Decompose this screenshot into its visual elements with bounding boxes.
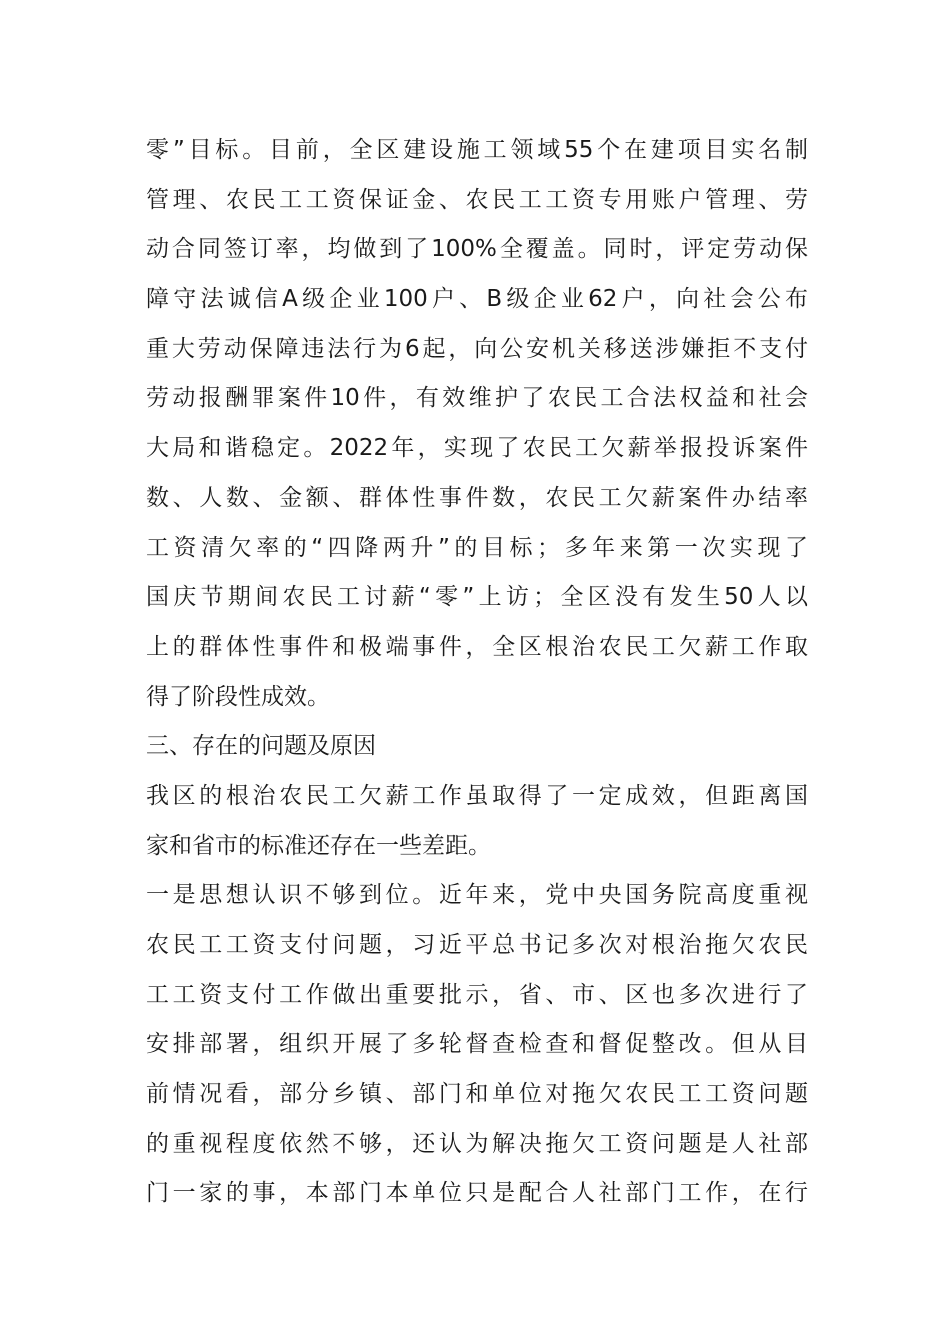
text-line: 重大劳动保障违法行为6起，向公安机关移送涉嫌拒不支付 [146, 335, 808, 362]
text-line: 得了阶段性成效。 [146, 683, 330, 710]
text-line: 大局和谐稳定。2022年，实现了农民工欠薪举报投诉案件 [146, 435, 808, 462]
document-body [146, 126, 808, 1219]
text-line: 门一家的事，本部门本单位只是配合人社部门工作，在行 [146, 1180, 808, 1207]
text-line: 的重视程度依然不够，还认为解决拖欠工资问题是人社部 [146, 1130, 808, 1157]
text-line: 动合同签订率，均做到了100%全覆盖。同时，评定劳动保 [146, 236, 808, 263]
text-line: 一是思想认识不够到位。近年来，党中央国务院高度重视 [146, 882, 808, 909]
text-line: 家和省市的标准还存在一些差距。 [146, 832, 491, 859]
text-line: 劳动报酬罪案件10件，有效维护了农民工合法权益和社会 [146, 385, 808, 412]
text-line: 上的群体性事件和极端事件，全区根治农民工欠薪工作取 [146, 633, 808, 660]
text-line: 数、人数、金额、群体性事件数，农民工欠薪案件办结率 [146, 484, 808, 511]
text-line: 前情况看，部分乡镇、部门和单位对拖欠农民工工资问题 [146, 1081, 808, 1108]
text-line: 工工资支付工作做出重要批示，省、市、区也多次进行了 [146, 981, 808, 1008]
text-line: 工资清欠率的“四降两升”的目标；多年来第一次实现了 [146, 534, 808, 561]
text-line: 我区的根治农民工欠薪工作虽取得了一定成效，但距离国 [146, 782, 808, 809]
text-line: 农民工工资支付问题，习近平总书记多次对根治拖欠农民 [146, 932, 808, 958]
text-line: 国庆节期间农民工讨薪“零”上访；全区没有发生50人以 [146, 584, 808, 611]
text-line: 管理、农民工工资保证金、农民工工资专用账户管理、劳 [146, 186, 808, 213]
section-heading: 三、存在的问题及原因 [146, 733, 376, 760]
text-line: 障守法诚信A级企业100户、B级企业62户，向社会公布 [146, 286, 808, 313]
text-line: 零”目标。目前，全区建设施工领域55个在建项目实名制 [146, 137, 808, 163]
text-line: 安排部署，组织开展了多轮督查检查和督促整改。但从目 [146, 1031, 808, 1058]
